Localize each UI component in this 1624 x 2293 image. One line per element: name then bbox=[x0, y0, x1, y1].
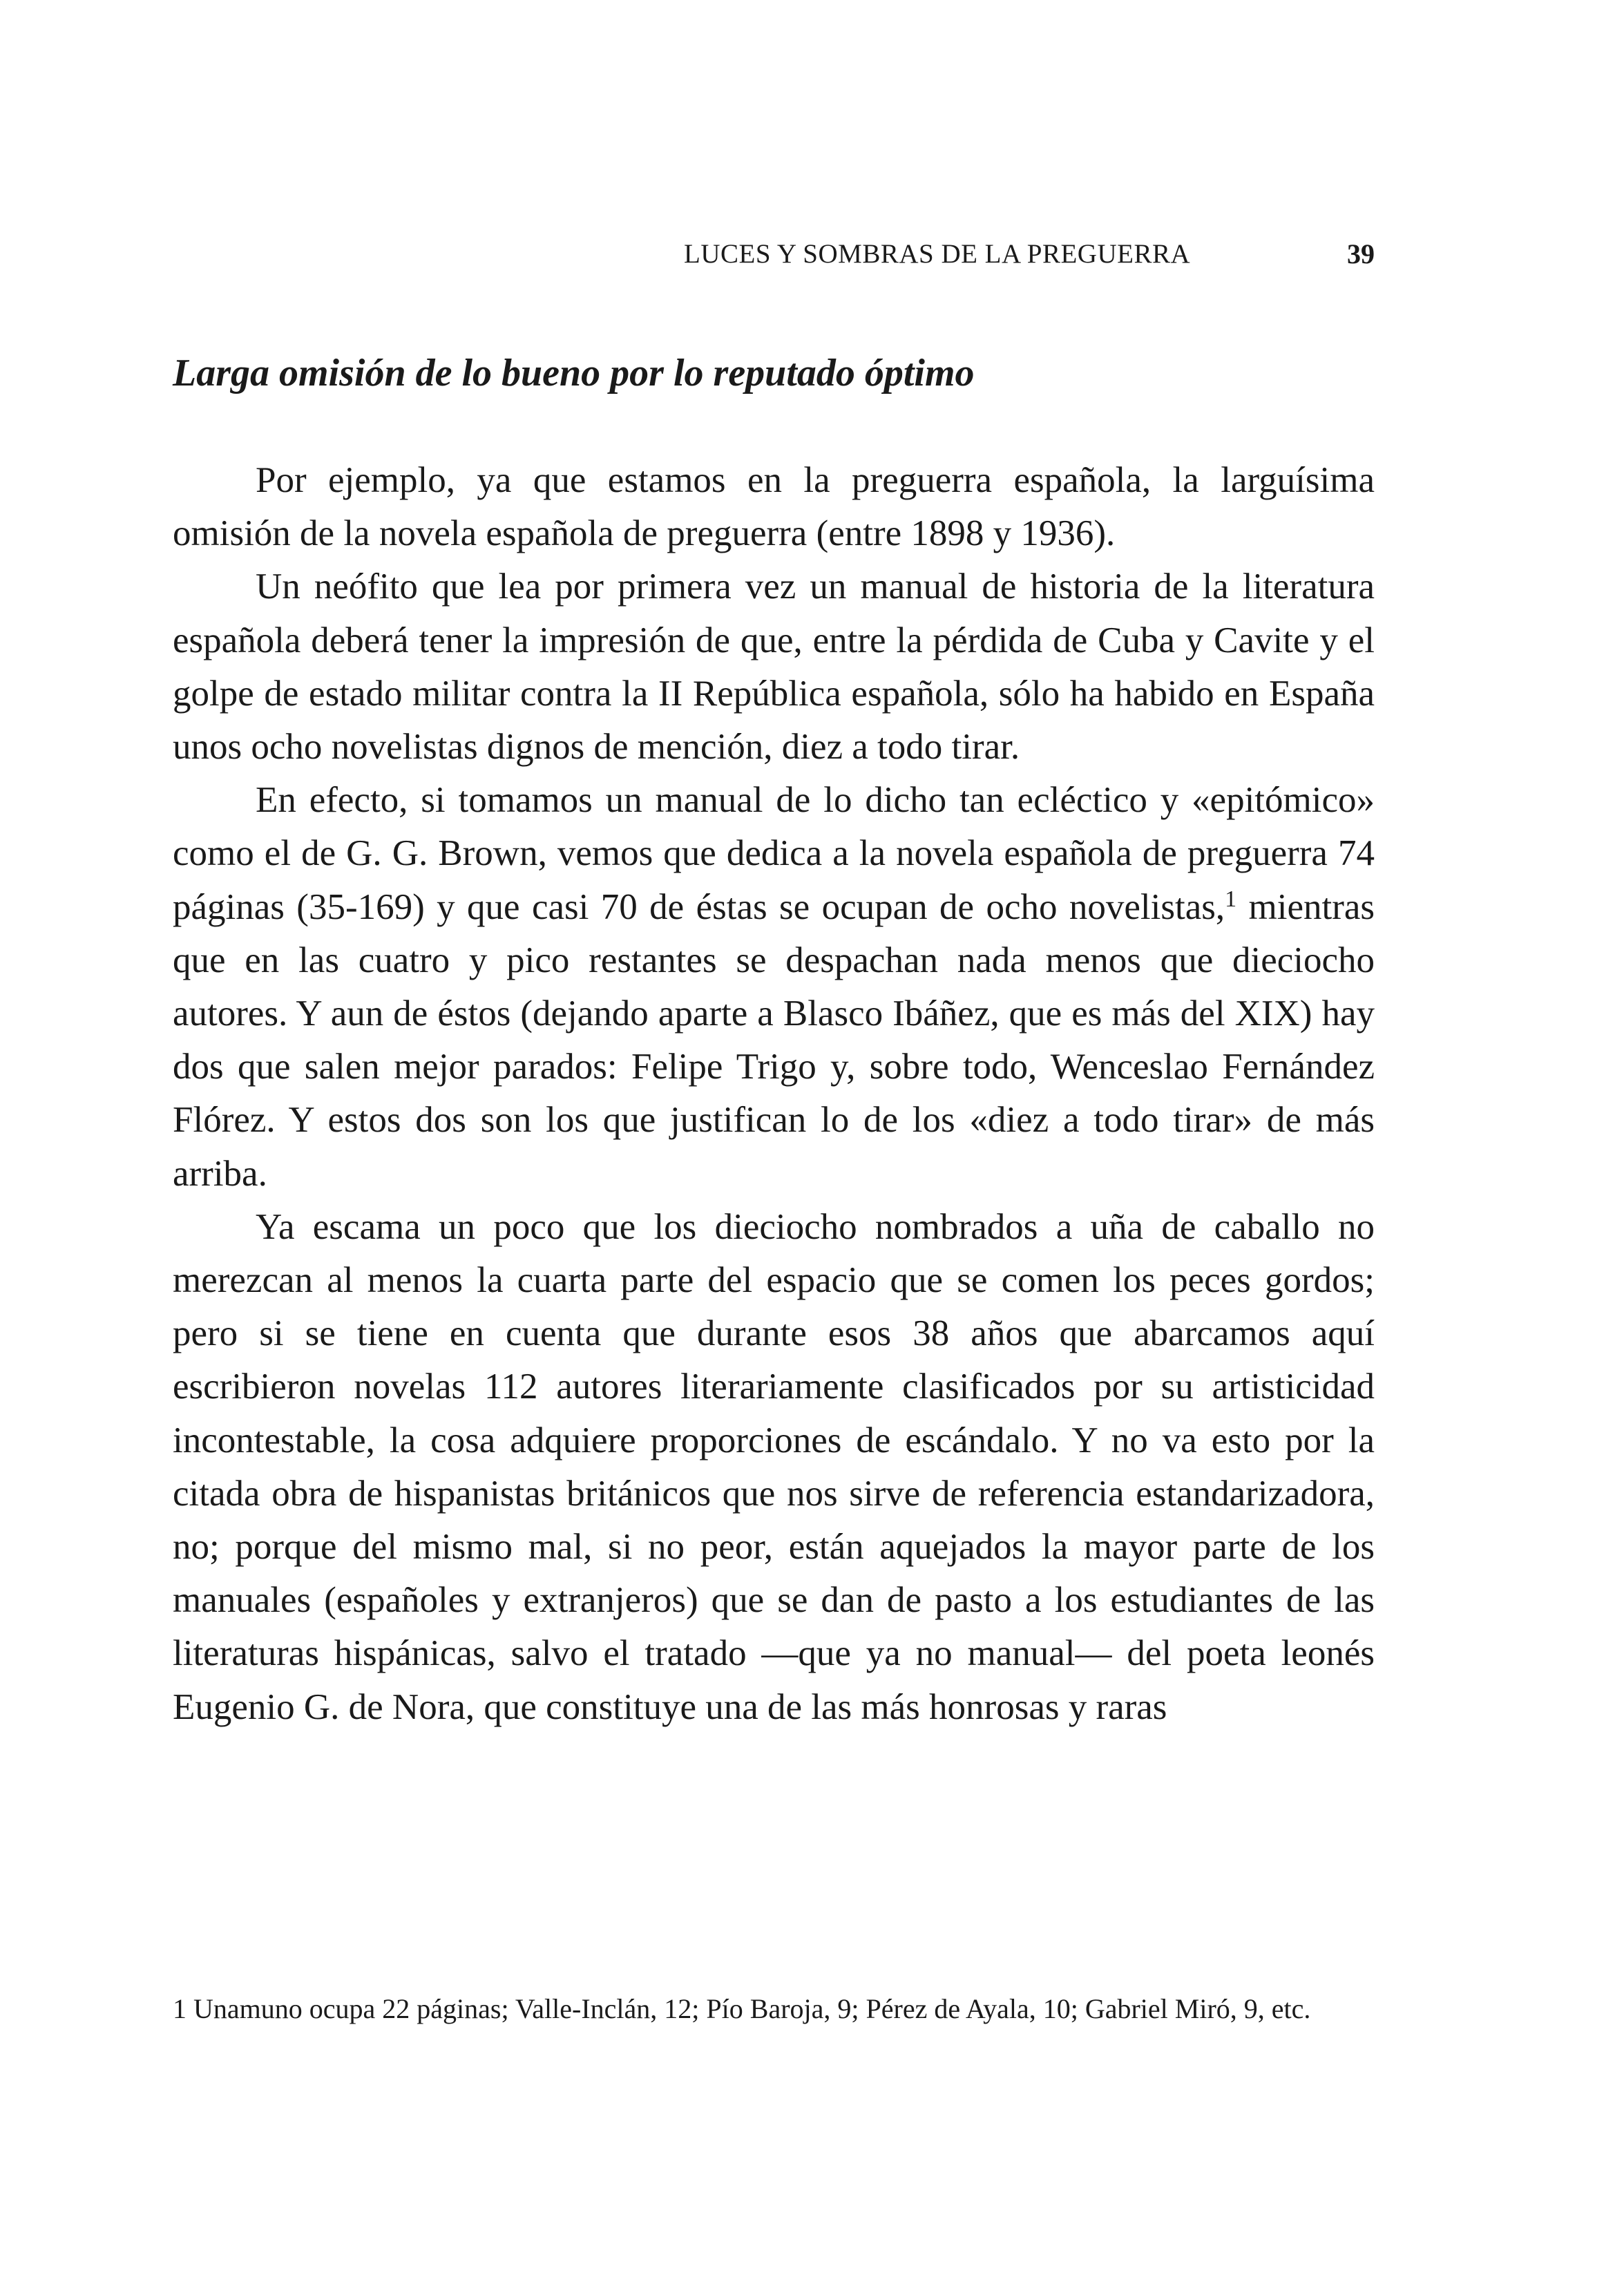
running-header bbox=[684, 234, 1375, 275]
paragraph-text: En efecto, si tomamos un manual de lo dicho tan ecléctico y «epitómico» como el de G. G. Brown, vemos que dedica a la novela española de preguerra 74 páginas (35-169) y que casi 70 de éstas se ocupan de ocho novelistas, bbox=[173, 780, 1375, 927]
paragraph: Por ejemplo, ya que estamos en la preguerra española, la larguísima omisión de la novela española de preguerra (entre 1898 y 1936). bbox=[173, 460, 1375, 554]
page-number: 39 bbox=[1347, 238, 1375, 269]
section-title: Larga omisión de lo bueno por lo reputado óptimo bbox=[173, 352, 975, 394]
body-text bbox=[173, 454, 1375, 1734]
paragraph bbox=[173, 774, 1375, 1201]
paragraph-text: mientras que en las cuatro y pico restantes se despachan nada menos que dieciocho autores. Y aun de éstos (dejando aparte a Blasco Ibáñez, que es más del XIX) hay dos que salen mejor parados: Felipe Trigo y, sobre todo, Wenceslao Fernández Flórez. Y estos dos son los que justifican lo de los «diez a todo tirar» de más arriba. bbox=[173, 886, 1375, 1194]
paragraph: Un neófito que lea por primera vez un manual de historia de la literatura española deberá tener la impresión de que, entre la pérdida de Cuba y Cavite y el golpe de estado militar contra la II República española, sólo ha habido en España unos ocho novelistas dignos de mención, diez a todo tirar. bbox=[173, 567, 1375, 768]
running-title: LUCES Y SOMBRAS DE LA PREGUERRA bbox=[684, 239, 1191, 269]
footnote-reference: 1 bbox=[1225, 886, 1237, 912]
footnote: 1 Unamuno ocupa 22 páginas; Valle-Inclán, 12; Pío Baroja, 9; Pérez de Ayala, 10; Gabriel Miró, 9, etc. bbox=[173, 1993, 1311, 2024]
paragraph: Ya escama un poco que los dieciocho nombrados a uña de caballo no merezcan al menos la cuarta parte del espacio que se comen los peces gordos; pero si se tiene en cuenta que durante esos 38 años que abarcamos aquí escribieron novelas 112 autores literariamente clasificados por su artisticidad incontestable, la cosa adquiere proporciones de escándalo. Y no va esto por la citada obra de hispanistas británicos que nos sirve de referencia estandarizadora, no; porque del mismo mal, si no peor, están aquejados la mayor parte de los manuales (españoles y extranjeros) que se dan de pasto a los estudiantes de las literaturas hispánicas, salvo el tratado —que ya no manual— del poeta leonés Eugenio G. de Nora, que constituye una de las más honrosas y raras bbox=[173, 1206, 1375, 1727]
